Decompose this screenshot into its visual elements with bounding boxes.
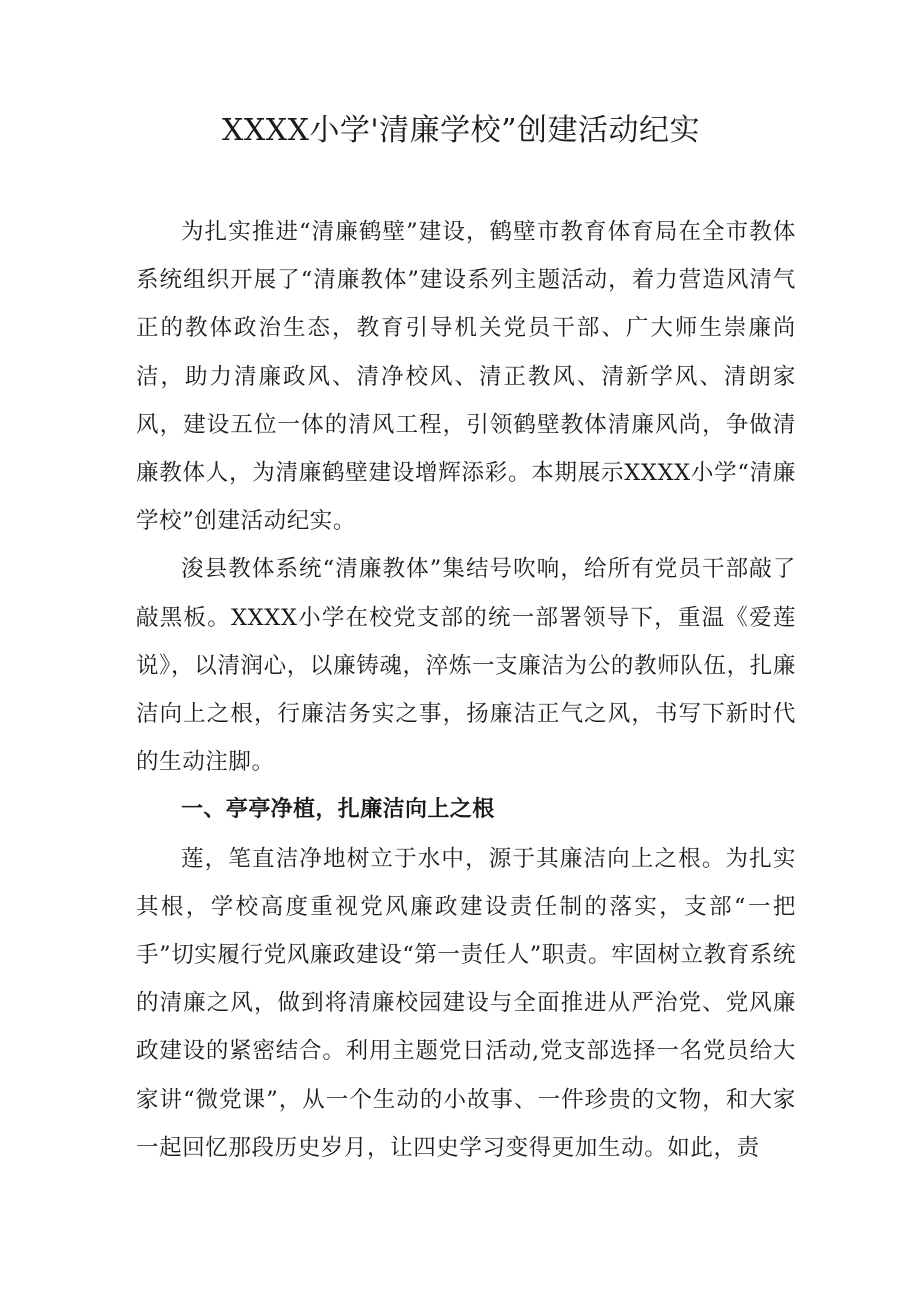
document-title: XXXX小学'清廉学校”创建活动纪实: [222, 113, 701, 148]
intro-paragraph: 为扎实推进“清廉鹤壁”建设，鹤壁市教育体育局在全市教体系统组织开展了“清廉教体”建设系列主题活动，着力营造风清气正的教体政治生态，教育引导机关党员干部、广大师生崇廉尚洁，助力清廉政风、清净校风、清正教风、清新学风、清朗家风，建设五位一体的清风工程，引领鹤壁教体清廉风尚，争做清廉教体人，为清廉鹤壁建设增辉添彩。本期展示XXXX小学“清廉学校”创建活动纪实。: [136, 219, 796, 535]
background-paragraph: 浚县教体系统“清廉教体”集结号吹响，给所有党员干部敲了敲黑板。XXXX小学在校党支部的统一部署领导下，重温《爱莲说》，以清润心，以廉铸魂，淬炼一支廉洁为公的教师队伍，扎廉洁向上之根，行廉洁务实之事，扬廉洁正气之风，书写下新时代的生动注脚。: [136, 556, 796, 776]
section-paragraph: 莲，笔直洁净地树立于水中，源于其廉洁向上之根。为扎实其根，学校高度重视党风廉政建设责任制的落实，支部“一把手”切实履行党风廉政建设“第一责任人”职责。牢固树立教育系统的清廉之风，做到将清廉校园建设与全面推进从严治党、党风廉政建设的紧密结合。利用主题党日活动,党支部选择一名党员给大家讲“微党课”，从一个生动的小故事、一件珍贵的文物，和大家一起回忆那段历史岁月，让四史学习变得更加生动。如此，责: [136, 845, 797, 1161]
document-body: [136, 208, 796, 1172]
section-heading: 一、亭亭净植，扎廉洁向上之根: [181, 797, 495, 823]
